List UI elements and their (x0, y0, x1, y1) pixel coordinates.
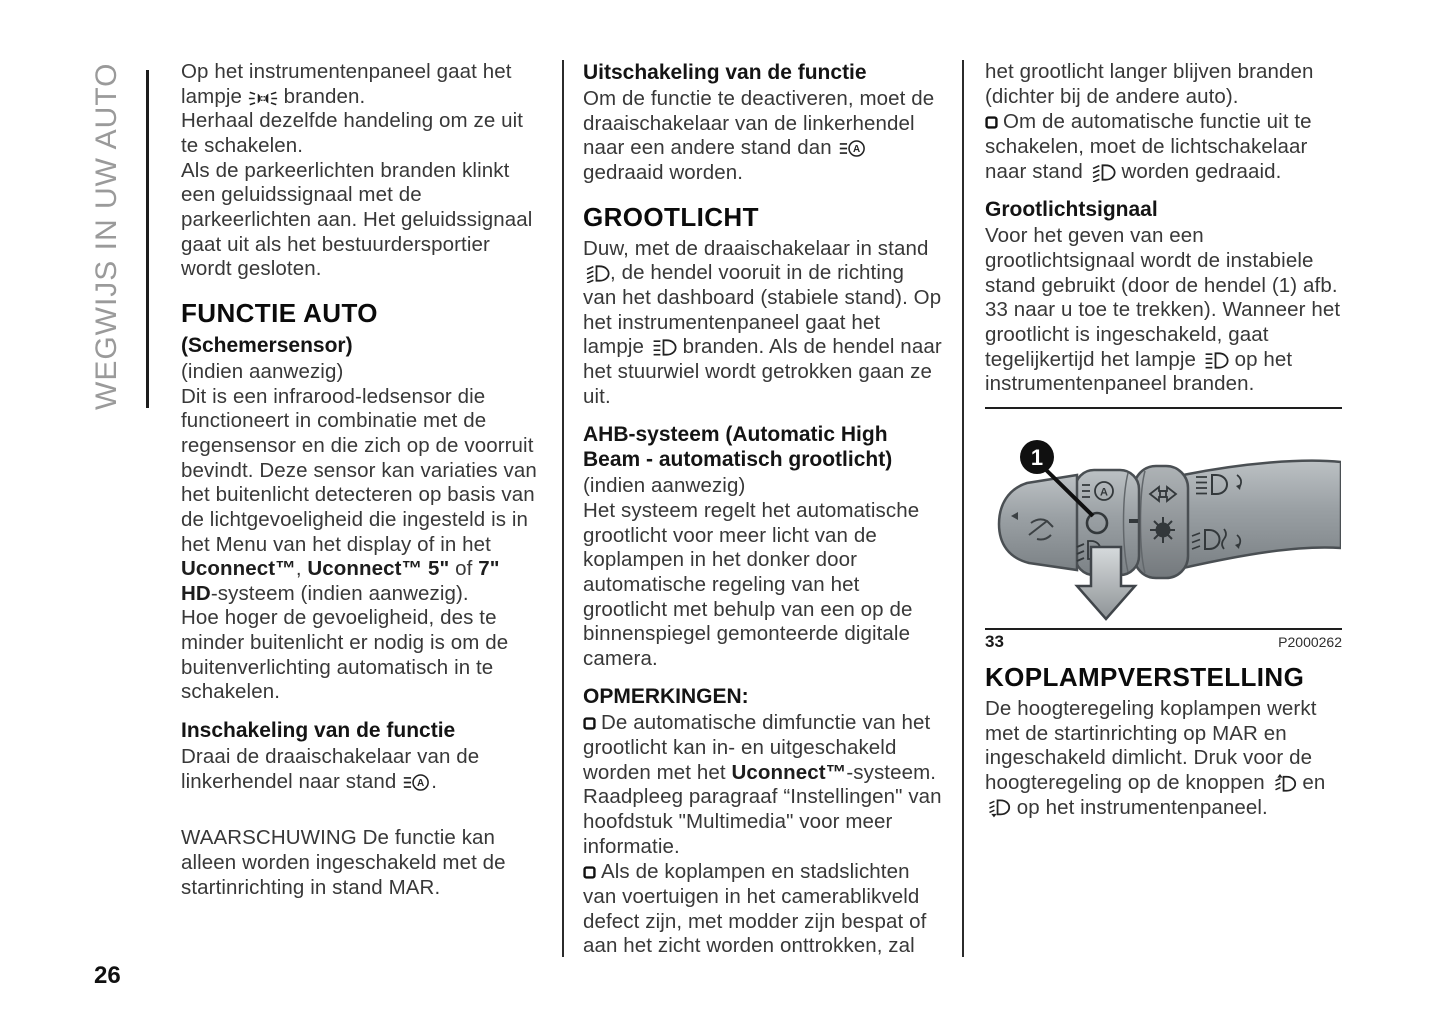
column-3-bottom (985, 662, 1342, 820)
paragraph: De hoogteregeling koplampen werkt met de startinrichting op MAR en ingeschakeld dimlicht. Druk voor de hoogteregeling op de knoppen en op het instrumentenpaneel. (985, 696, 1326, 819)
section-heading: KOPLAMPVERSTELLING (985, 661, 1305, 692)
figure-bottom-rule (985, 628, 1342, 630)
page-number: 26 (94, 962, 121, 989)
section-heading: GROOTLICHT (583, 201, 759, 232)
sub-heading: Grootlichtsignaal (985, 198, 1158, 222)
paragraph: Draai de draaischakelaar van de linkerhendel naar stand A . (181, 745, 480, 793)
square-bullet-icon (583, 711, 601, 736)
section-heading: FUNCTIE AUTO (181, 297, 378, 328)
paragraph: Dit is een infrarood-ledsensor die functioneert in combinatie met de regensensor en die zich op de voorruit bevindt. Deze sensor kan variaties van het buitenlicht detecteren op basis van de lichtgevoeligheid die ingesteld is in het Menu van het display of in het Uconnect™, Uconnect™ 5" of 7" HD-systeem (indien aanwezig). (181, 384, 537, 605)
paragraph: WAARSCHUWING De functie kan alleen worden ingeschakeld met de startinrichting in stand MAR. (181, 826, 506, 899)
paragraph: (indien aanwezig) (181, 359, 344, 383)
column-2 (583, 60, 943, 959)
svg-text:A: A (417, 777, 425, 789)
paragraph: het grootlicht langer blijven branden (dichter bij de andere auto). (985, 60, 1314, 108)
paragraph: Als de parkeerlichten branden klinkt een geluidssignaal met de parkeerlichten aan. Het geluidssignaal gaat uit als het bestuurdersportier wordt gesloten. (181, 158, 533, 281)
note-item: Als de koplampen en stadslichten van voertuigen in het camerablikveld defect zijn, met modder zijn bespat of aan het zicht worden onttrokken, zal (583, 860, 927, 958)
sub-heading: Uitschakeling van de functie (583, 61, 867, 84)
square-bullet-icon (985, 110, 1003, 135)
figure-33 (985, 407, 1342, 652)
figure-top-rule (985, 407, 1342, 409)
sub-heading: (Schemersensor) (181, 333, 353, 357)
low-beam-icon (583, 261, 610, 286)
high-beam-icon (650, 335, 677, 360)
auto-light-icon (838, 136, 867, 161)
sub-heading: OPMERKINGEN: (583, 685, 749, 709)
stalk-illustration (985, 413, 1341, 626)
svg-text:1: 1 (1030, 444, 1044, 470)
square-bullet-icon (583, 860, 601, 885)
sub-heading: AHB-systeem (Automatic High Beam - automatisch grootlicht) (583, 423, 893, 472)
note-item: De automatische dimfunctie van het grootlicht kan in- en uitgeschakeld worden met het Uconnect™-systeem. Raadpleeg paragraaf “Instellingen" van hoofdstuk "Multimedia" voor meer informatie. (583, 711, 942, 858)
figure-number: 33 (985, 631, 1004, 651)
column-divider-1 (562, 60, 564, 957)
stalk-collar (1134, 466, 1188, 578)
leveling-up-icon (1271, 771, 1297, 796)
paragraph: Herhaal dezelfde handeling om ze uit te schakelen. (181, 109, 524, 157)
dial-mark-icon (1129, 519, 1138, 523)
paragraph: Duw, met de draaischakelaar in stand , de hendel vooruit in de richting van het dashboard (stabiele stand). Op het instrumentenpaneel gaat het lampje branden. Als de hendel naar het stuurwiel wordt getrokken gaan ze uit. (583, 236, 942, 408)
svg-text:A: A (1100, 486, 1108, 499)
column-3 (985, 60, 1342, 820)
paragraph: Om de functie te deactiveren, moet de draaischakelaar van de linkerhendel naar een andere stand dan A gedraaid worden. (583, 87, 935, 184)
high-beam-icon (1202, 348, 1229, 373)
column-1 (181, 60, 541, 900)
auto-light-icon (402, 770, 431, 795)
figure-caption (985, 632, 1342, 652)
sidebar-chapter-label: WEGWIJS IN UW AUTO (90, 62, 123, 410)
figure-code: P2000262 (1278, 633, 1342, 650)
paragraph: Op het instrumentenpaneel gaat het lampje branden. (181, 60, 512, 108)
paragraph: Het systeem regelt het automatische grootlicht voor meer licht van de koplampen in het donker door automatische regeling van het grootlicht met behulp van een op de binnenspiegel gemonteerde digitale camera. (583, 498, 920, 670)
note-item: Om de automatische functie uit te schakelen, moet de lichtschakelaar naar stand worden gedraaid. (985, 110, 1312, 183)
parking-lights-icon (248, 85, 278, 110)
low-beam-icon (1089, 160, 1116, 185)
paragraph: (indien aanwezig) (583, 474, 746, 498)
leveling-down-icon (985, 796, 1011, 821)
sidebar-rule (146, 70, 149, 408)
paragraph: Hoe hoger de gevoeligheid, des te minder buitenlicht er nodig is om de buitenverlichting automatisch in te schakelen. (181, 606, 509, 704)
sub-heading: Inschakeling van de functie (181, 719, 456, 743)
column-divider-2 (962, 60, 964, 957)
paragraph: Voor het geven van een grootlichtsignaal wordt de instabiele stand gebruikt (door de hendel (1) afb. 33 naar u toe te trekken). Wanneer het grootlicht is ingeschakeld, gaat tegelijkertijd het lampje op het instrumentenpaneel branden. (985, 224, 1341, 396)
column-3-top (985, 60, 1342, 397)
svg-text:A: A (852, 144, 860, 156)
